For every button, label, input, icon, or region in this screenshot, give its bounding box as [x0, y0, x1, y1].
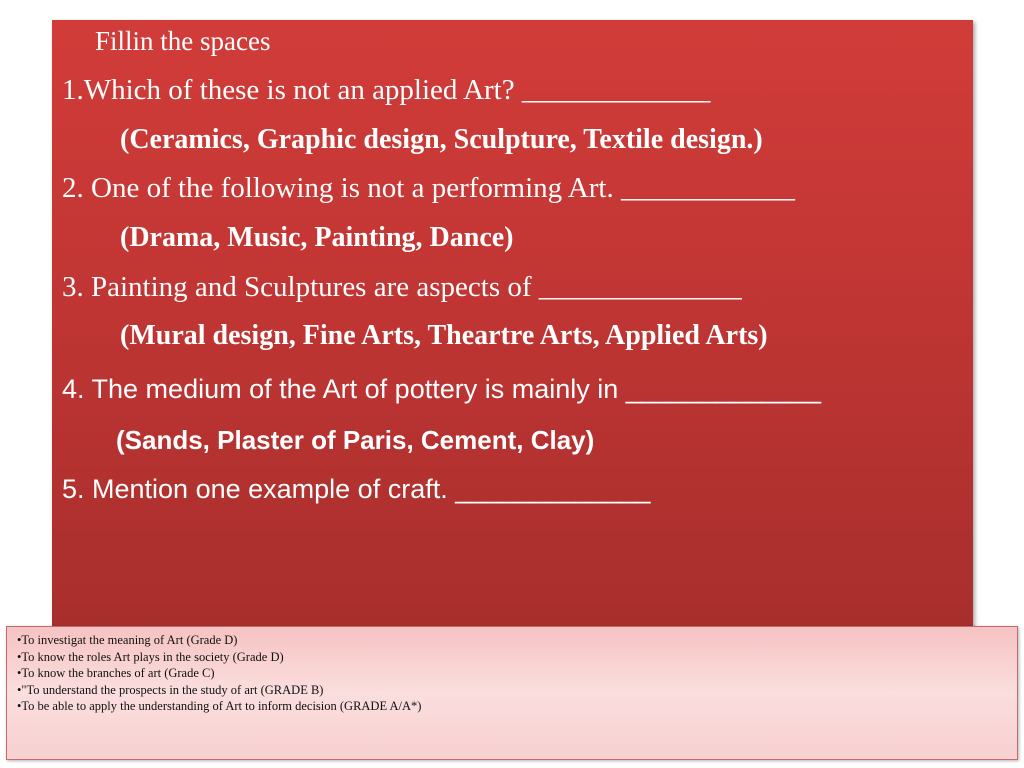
objectives-box: [6, 626, 1018, 760]
objective-item: •To investigat the meaning of Art (Grade D): [17, 633, 238, 647]
question-3-options: (Mural design, Fine Arts, Theartre Arts, Applied Arts): [120, 320, 768, 351]
question-1-options: (Ceramics, Graphic design, Sculpture, Textile design.): [120, 124, 763, 155]
worksheet-heading: Fillin the spaces: [95, 26, 271, 56]
question-3: 3. Painting and Sculptures are aspects of ______________: [62, 271, 742, 303]
objective-item: •To be able to apply the understanding of Art to inform decision (GRADE A/A*): [17, 699, 422, 713]
question-2: 2. One of the following is not a performing Art. ____________: [62, 172, 795, 204]
objective-item: •To know the roles Art plays in the society (Grade D): [17, 649, 284, 664]
objective-item: •To know the branches of art (Grade C): [17, 666, 215, 680]
question-2-options: (Drama, Music, Painting, Dance): [120, 222, 514, 253]
question-4-options: (Sands, Plaster of Paris, Cement, Clay): [116, 425, 595, 455]
question-5: 5. Mention one example of craft. _____________: [62, 474, 651, 504]
question-1: 1.Which of these is not an applied Art? _____________: [62, 74, 711, 106]
worksheet-panel: [52, 20, 973, 648]
question-4: 4. The medium of the Art of pottery is mainly in _____________: [62, 374, 821, 404]
objective-item: •"To understand the prospects in the study of art (GRADE B): [17, 682, 324, 697]
